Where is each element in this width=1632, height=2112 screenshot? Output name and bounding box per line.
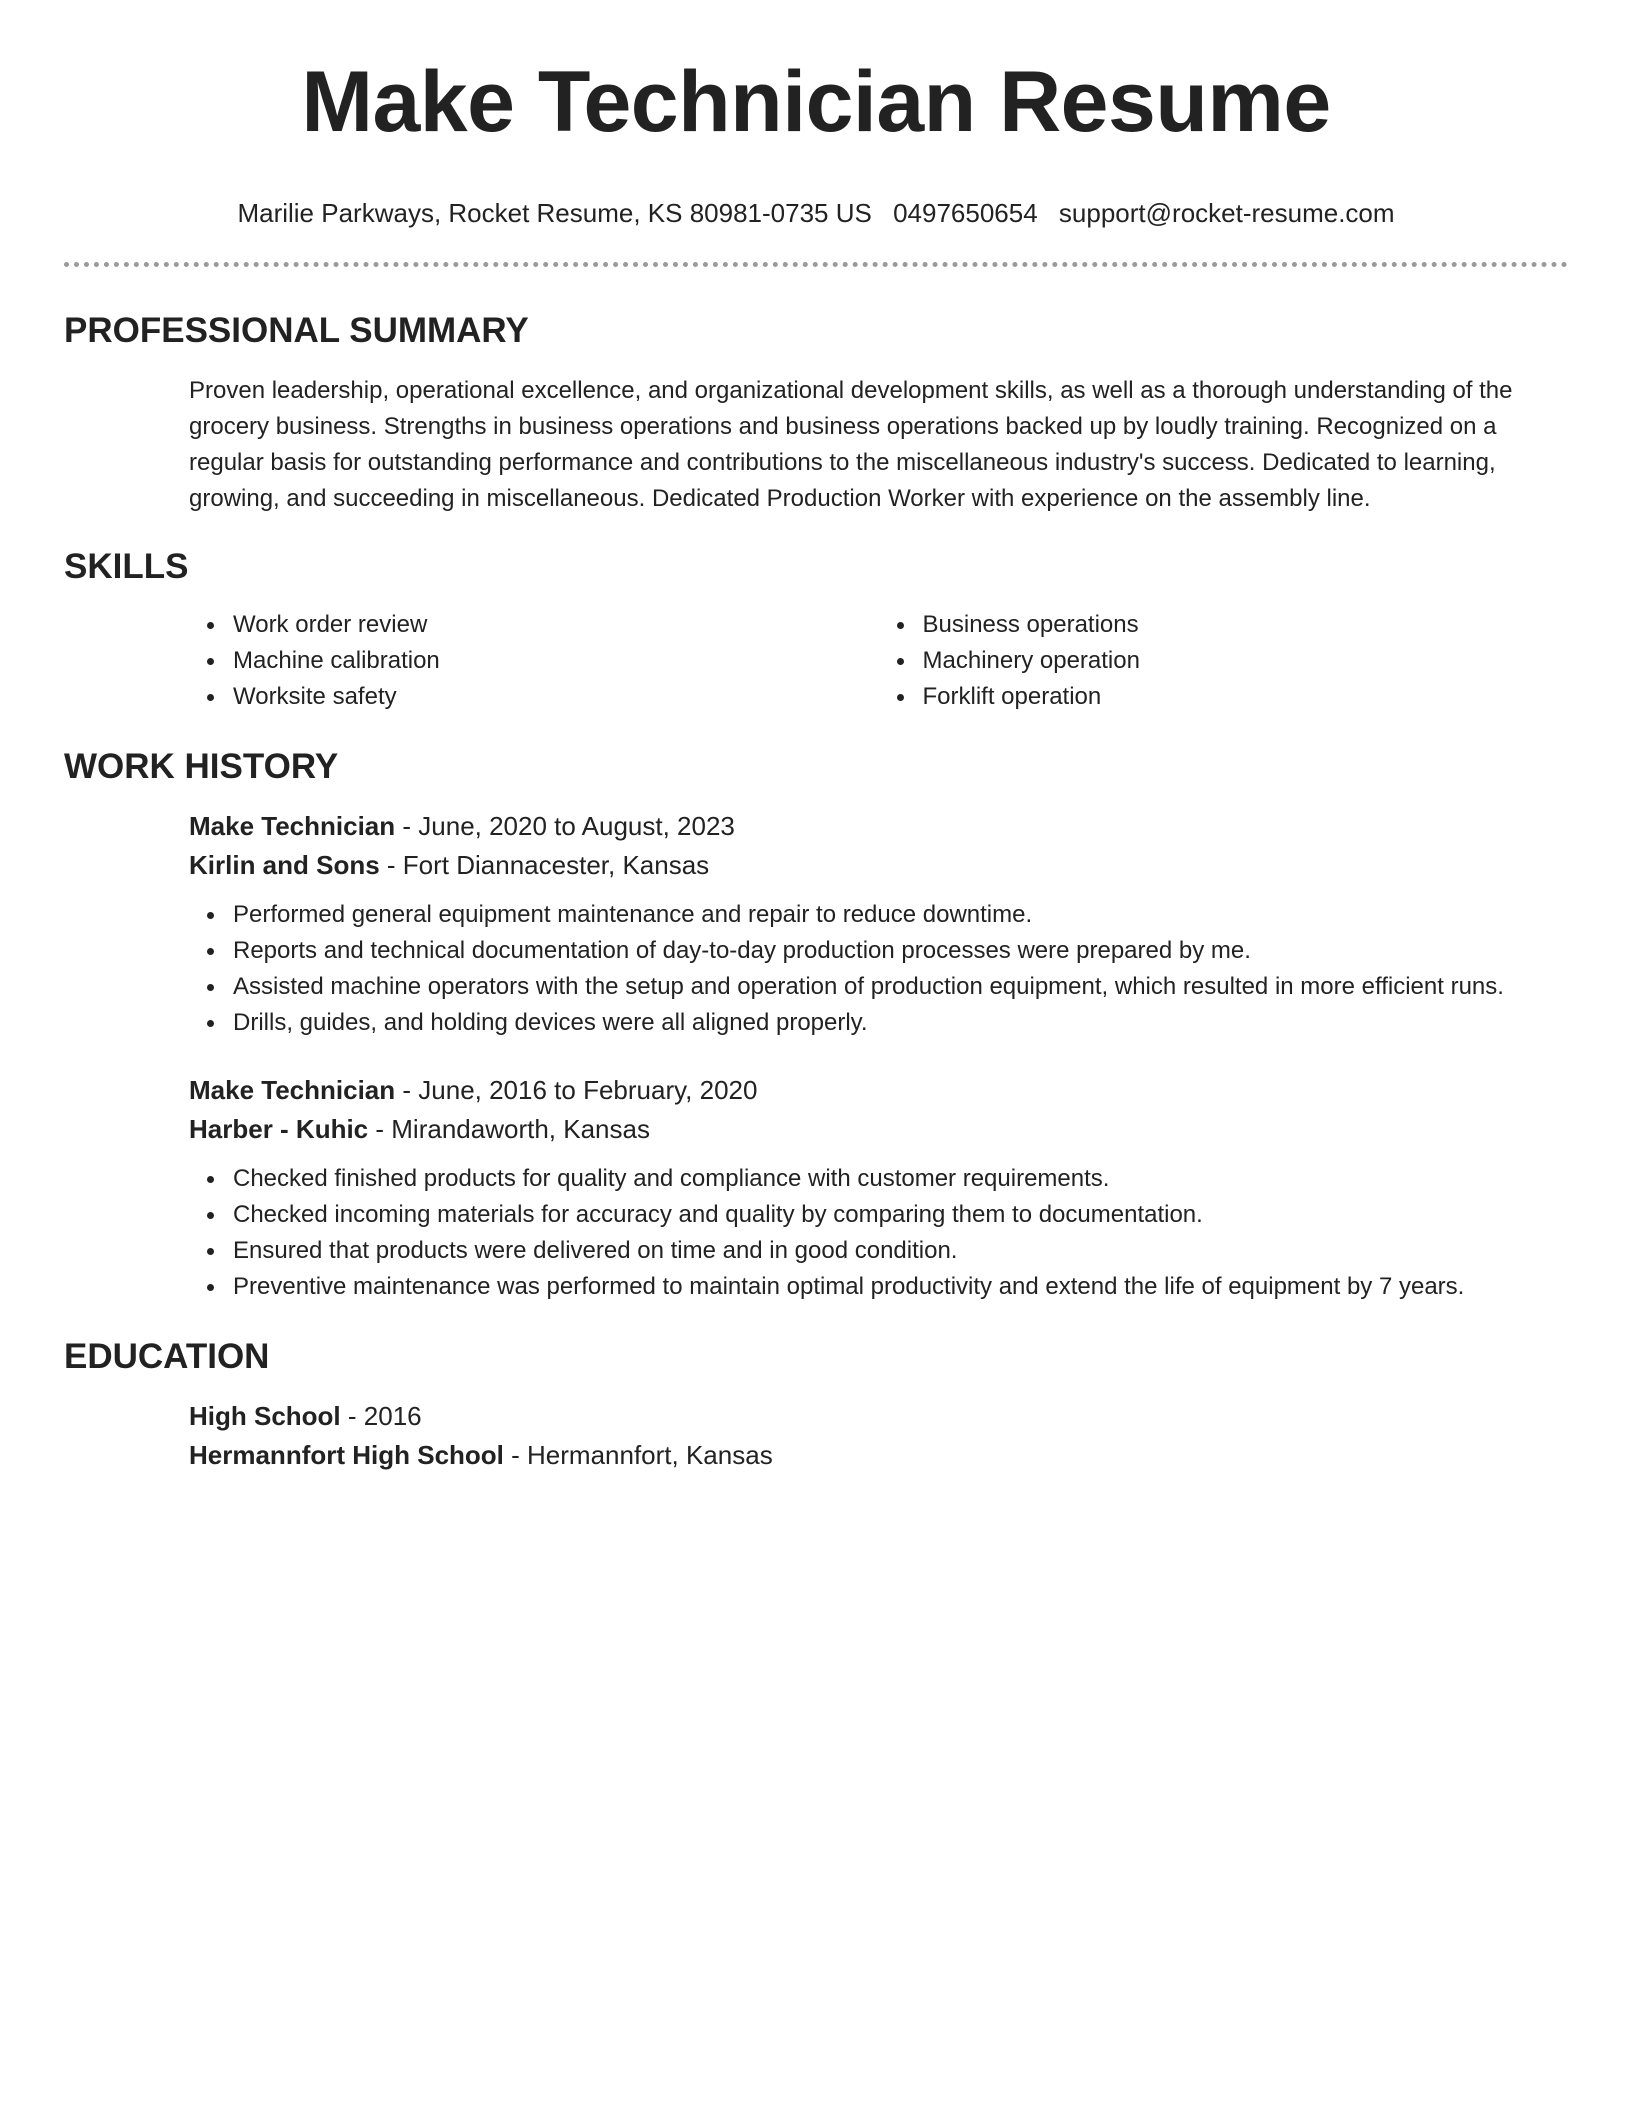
education-entry	[189, 1397, 1568, 1475]
job-title: Make Technician	[189, 811, 396, 841]
skills-heading: SKILLS	[64, 547, 189, 586]
job-title: Make Technician	[189, 1075, 396, 1105]
skills-column-left	[189, 607, 879, 715]
education-school: Hermannfort High School	[189, 1440, 504, 1470]
job-company: Harber - Kuhic	[189, 1114, 369, 1144]
education-heading: EDUCATION	[64, 1337, 270, 1376]
contact-line	[64, 195, 1568, 231]
summary-heading: PROFESSIONAL SUMMARY	[64, 311, 529, 350]
resume-title: Make Technician Resume	[301, 54, 1331, 150]
skill-item: Work order review	[233, 607, 879, 643]
job-bullet: Checked finished products for quality and compliance with customer requirements.	[233, 1161, 1568, 1197]
job-bullet: Reports and technical documentation of day-to-day production processes were prepared by me.	[233, 933, 1568, 969]
job-dates: - June, 2020 to August, 2023	[402, 811, 735, 841]
job-company: Kirlin and Sons	[189, 850, 380, 880]
job-entry	[189, 1071, 1568, 1305]
job-bullet: Preventive maintenance was performed to maintain optimal productivity and extend the life of equipment by 7 years.	[233, 1269, 1568, 1305]
job-bullet: Drills, guides, and holding devices were all aligned properly.	[233, 1005, 1568, 1041]
skill-item: Machinery operation	[923, 643, 1569, 679]
skill-item: Forklift operation	[923, 679, 1569, 715]
skill-item: Business operations	[923, 607, 1569, 643]
contact-phone: 0497650654	[893, 198, 1038, 228]
job-bullets	[189, 1161, 1568, 1305]
job-company-line	[189, 846, 1568, 885]
job-bullet: Assisted machine operators with the setup and operation of production equipment, which resulted in more efficient runs.	[233, 969, 1568, 1005]
skills-list	[189, 607, 1568, 715]
skill-item: Machine calibration	[233, 643, 879, 679]
education-degree-line	[189, 1397, 1568, 1436]
education-degree: High School	[189, 1401, 341, 1431]
job-dates: - June, 2016 to February, 2020	[402, 1075, 758, 1105]
job-bullet: Checked incoming materials for accuracy and quality by comparing them to documentation.	[233, 1197, 1568, 1233]
education-location: - Hermannfort, Kansas	[511, 1440, 773, 1470]
work-history-heading: WORK HISTORY	[64, 747, 339, 786]
summary-text: Proven leadership, operational excellence, and organizational development skills, as well as a thorough understanding of the grocery business. Strengths in business operations and business operations backed up by loudly training. Recognized on a regular basis for outstanding performance and contributions to the miscellaneous industry's success. Dedicated to learning, growing, and succeeding in miscellaneous. Dedicated Production Worker with experience on the assembly line.	[189, 377, 1513, 512]
header-divider	[64, 262, 1568, 267]
contact-address: Marilie Parkways, Rocket Resume, KS 80981-0735 US	[237, 198, 872, 228]
skills-column-right	[879, 607, 1569, 715]
job-title-line	[189, 1071, 1568, 1110]
job-bullets	[189, 897, 1568, 1041]
job-location: - Mirandaworth, Kansas	[375, 1114, 650, 1144]
job-bullet: Performed general equipment maintenance and repair to reduce downtime.	[233, 897, 1568, 933]
job-entry	[189, 807, 1568, 1041]
education-year: - 2016	[347, 1401, 422, 1431]
job-location: - Fort Diannacester, Kansas	[386, 850, 710, 880]
contact-email: support@rocket-resume.com	[1058, 198, 1395, 228]
job-title-line	[189, 807, 1568, 846]
skill-item: Worksite safety	[233, 679, 879, 715]
job-bullet: Ensured that products were delivered on time and in good condition.	[233, 1233, 1568, 1269]
education-school-line	[189, 1436, 1568, 1475]
job-company-line	[189, 1110, 1568, 1149]
